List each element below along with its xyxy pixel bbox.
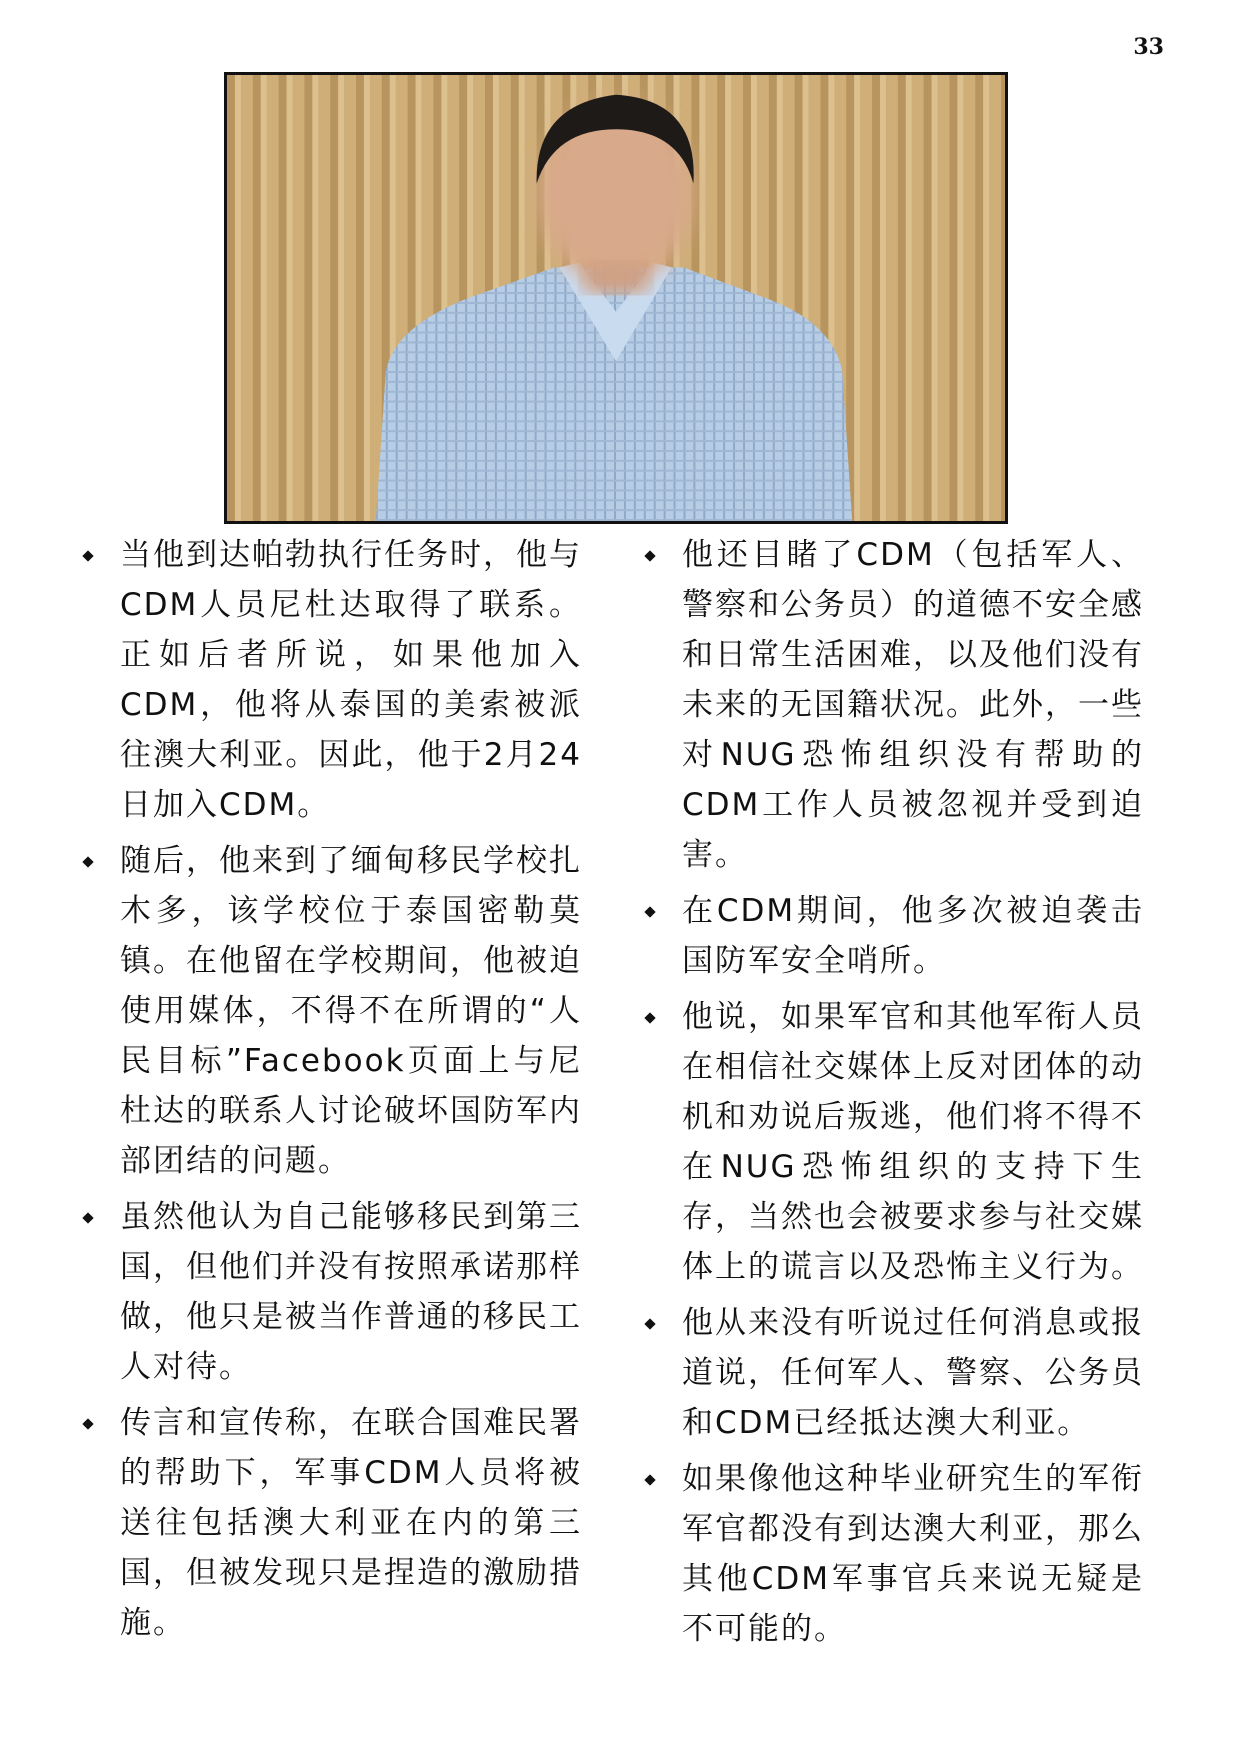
diamond-bullet-icon (644, 1474, 655, 1485)
list-item (84, 1192, 582, 1392)
diamond-bullet-icon (644, 1318, 655, 1329)
list-item-text: 他说，如果军官和其他军衔人员在相信社交媒体上反对团体的动机和劝说后叛逃，他们将不得不在NUG恐怖组织的支持下生存，当然也会被要求参与社交媒体上的谎言以及恐怖主义行为。 (682, 999, 1144, 1285)
list-item (646, 1298, 1144, 1448)
page-number: 33 (1133, 34, 1164, 60)
list-item (84, 530, 582, 830)
left-column (84, 530, 582, 1654)
diamond-bullet-icon (82, 550, 93, 561)
list-item (646, 530, 1144, 880)
list-item (646, 1454, 1144, 1654)
diamond-bullet-icon (82, 1212, 93, 1223)
list-item (646, 992, 1144, 1292)
diamond-bullet-icon (644, 906, 655, 917)
list-item-text: 如果像他这种毕业研究生的军衔军官都没有到达澳大利亚，那么其他CDM军事官兵来说无疑是不可能的。 (682, 1461, 1144, 1647)
list-item (84, 836, 582, 1186)
diamond-bullet-icon (644, 550, 655, 561)
list-item-text: 传言和宣传称，在联合国难民署的帮助下，军事CDM人员将被送往包括澳大利亚在内的第三国，但被发现只是捏造的激励措施。 (120, 1405, 582, 1641)
diamond-bullet-icon (644, 1012, 655, 1023)
diamond-bullet-icon (82, 856, 93, 867)
list-item-text: 随后，他来到了缅甸移民学校扎木多，该学校位于泰国密勒莫镇。在他留在学校期间，他被迫使用媒体，不得不在所谓的“人民目标”Facebook页面上与尼杜达的联系人讨论破坏国防军内部团结的问题。 (120, 843, 582, 1179)
list-item-text: 当他到达帕勃执行任务时，他与CDM人员尼杜达取得了联系。正如后者所说，如果他加入CDM，他将从泰国的美索被派往澳大利亚。因此，他于2月24日加入CDM。 (120, 537, 582, 823)
right-column (646, 530, 1144, 1660)
list-item-text: 在CDM期间，他多次被迫袭击国防军安全哨所。 (682, 893, 1144, 979)
photo-blurred-man (224, 72, 1008, 524)
list-item (84, 1398, 582, 1648)
list-item-text: 他从来没有听说过任何消息或报道说，任何军人、警察、公务员和CDM已经抵达澳大利亚。 (682, 1305, 1144, 1441)
photo-illustration (227, 75, 1005, 521)
list-item-text: 他还目睹了CDM（包括军人、警察和公务员）的道德不安全感和日常生活困难，以及他们没有未来的无国籍状况。此外，一些对NUG恐怖组织没有帮助的CDM工作人员被忽视并受到迫害。 (682, 537, 1144, 873)
diamond-bullet-icon (82, 1418, 93, 1429)
list-item-text: 虽然他认为自己能够移民到第三国，但他们并没有按照承诺那样做，他只是被当作普通的移民工人对待。 (120, 1199, 582, 1385)
list-item (646, 886, 1144, 986)
